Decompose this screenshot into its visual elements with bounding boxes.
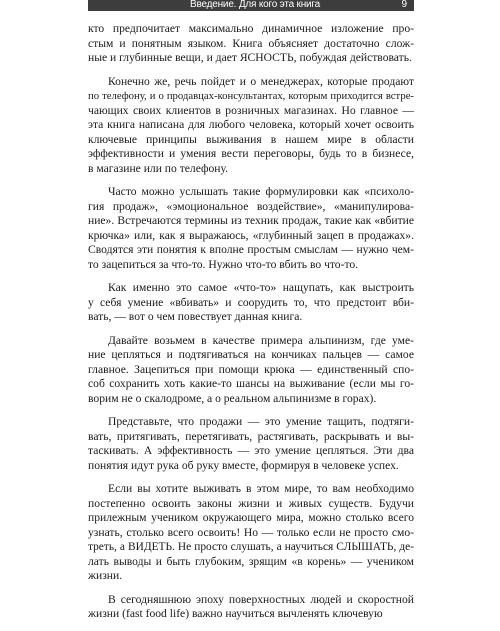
text-line: чающих своих клиентов в розничных магазинах. Но главное — xyxy=(88,103,414,117)
text-line: треть, а ВИДЕТЬ. Не просто слушать, а научиться СЛЫШАТЬ, де- xyxy=(88,541,414,553)
paragraph xyxy=(88,334,414,407)
text-line: прилежным учеником окружающего мира, можно столько всего xyxy=(88,511,414,524)
text-line: В сегодняшнюю эпоху поверхностных людей и скоростной xyxy=(108,592,414,606)
text-line: в магазине или по телефону. xyxy=(88,161,229,175)
text-line: стым и понятным языком. Книга объясняет достаточно слож- xyxy=(88,36,414,50)
text-line: эта книга написана для любого человека, который хочет освоить xyxy=(88,118,414,131)
text-line: ворим не о скалодроме, а о реальном альпинизме в горах). xyxy=(88,391,377,405)
text-line: Часто можно услышать такие формулировки как «психоло- xyxy=(108,185,414,198)
text-line: жизни. xyxy=(88,569,123,582)
text-line: ключевые принципы выживания в нашем мире в области xyxy=(88,132,414,146)
text-line: ные и глубинные вещи, и дает ЯСНОСТЬ, побуждая действовать. xyxy=(88,51,412,64)
text-line: Конечно же, речь пойдет и о менеджерах, которые продают xyxy=(108,74,414,88)
text-line: Давайте возьмем в качестве примера альпинизм, где уме- xyxy=(108,333,414,347)
text-line: Сводятся эти понятия к вполне простым смыслам — нужно чем- xyxy=(88,243,414,256)
paragraph xyxy=(88,185,414,272)
text-line: узнать, столько всего освоить! Но — только если не просто смо- xyxy=(88,525,414,539)
page-number: 9 xyxy=(401,0,407,10)
text-line: таскивать. А эффективность — это умение цепляться. Эти два xyxy=(88,444,414,457)
text-line: Представьте, что продажи — это умение тащить, подтяги- xyxy=(108,415,414,428)
running-header xyxy=(88,0,414,11)
paragraph xyxy=(88,22,414,66)
paragraph xyxy=(88,415,414,473)
text-line: Если вы хотите выживать в этом мире, то вам необходимо xyxy=(108,482,414,495)
text-line: у себя умение «вбивать» и соорудить то, что предстоит вби- xyxy=(88,295,414,309)
text-line: эффективности и умения вести переговоры, будь то в бизнесе, xyxy=(88,147,414,160)
text-line: крючка» или, как я выражаюсь, «глубинный зацеп в продажах». xyxy=(88,228,414,242)
text-line: ние цепляться и подтягиваться на кончиках пальцев — самое xyxy=(88,348,414,361)
section-title: Введение. Для кого эта книга xyxy=(190,0,321,10)
text-line: вать, — вот о чем повествует данная книга. xyxy=(88,310,303,323)
text-line: соб сохранить хоть какие-то шансы на выживание (если мы го- xyxy=(88,377,414,390)
paragraph xyxy=(88,482,414,584)
text-line: Как именно это самое «что-то» нащупать, как выстроить xyxy=(108,281,414,294)
body-text xyxy=(88,22,414,631)
text-line: то зацепиться за что-то. Нужно что-то вбить во что-то. xyxy=(88,257,359,271)
text-line: понятия идут рука об руку вместе, формируя в человеке успех. xyxy=(88,458,399,472)
paragraph xyxy=(88,75,414,177)
text-line: кто предпочитает максимально динамичное изложение про- xyxy=(88,22,414,35)
text-line: постепенно освоить законы жизни и живых существ. Будучи xyxy=(88,496,414,510)
paragraph xyxy=(88,281,414,325)
text-line: жизни (fast food life) важно научиться вычленять ключевую xyxy=(88,607,383,620)
text-line: лать выводы и быть глубоким, зрящим «в корень» — учеником xyxy=(88,554,414,568)
text-line: главное. Зацепиться при помощи крюка — единственный спо- xyxy=(88,362,414,376)
text-line: гия продаж», «эмоциональное воздействие», «манипулирова- xyxy=(88,199,414,213)
paragraph xyxy=(88,593,414,622)
text-line: вать, притягивать, перетягивать, растягивать, раскрывать и вы- xyxy=(88,429,414,443)
text-line: по телефону, и о продавцах-консультантах, которым приходится встре- xyxy=(88,90,414,102)
text-line: ние». Встречаются термины из техник продаж, такие как «вбитие xyxy=(88,214,414,227)
